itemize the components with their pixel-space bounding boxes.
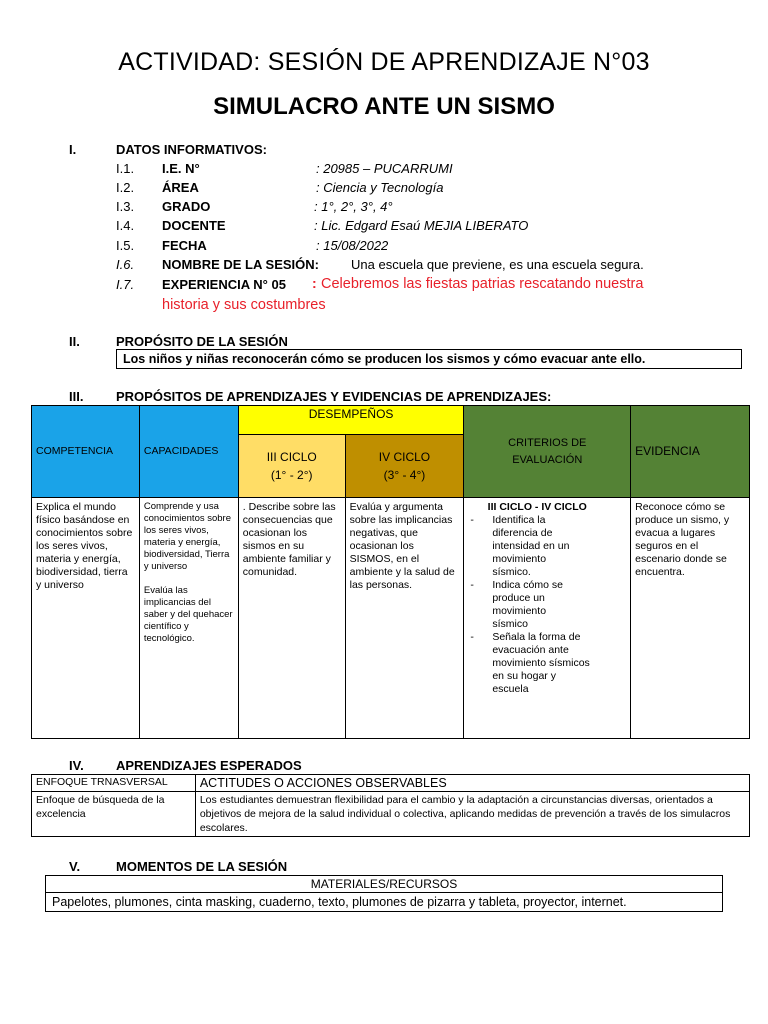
- learning-purposes-table: [31, 405, 750, 739]
- header-ciclo4-line2: (3° - 4°): [383, 468, 426, 482]
- session-name-value: Una escuela que previene, es una escuela segura.: [351, 257, 644, 272]
- section1-title: DATOS INFORMATIVOS:: [116, 142, 267, 157]
- section4-number: IV.: [69, 758, 84, 773]
- section5-number: V.: [69, 859, 81, 874]
- purpose-box: Los niños y niñas reconocerán cómo se producen los sismos y cómo evacuar ante ello.: [116, 349, 742, 369]
- experience-label: EXPERIENCIA N° 05: [162, 277, 286, 292]
- session-name-label: NOMBRE DE LA SESIÓN:: [162, 257, 319, 272]
- section3-title: PROPÓSITOS DE APRENDIZAJES Y EVIDENCIAS DE APRENDIZAJES:: [116, 389, 552, 404]
- criterios-title: III CICLO - IV CICLO: [487, 501, 587, 513]
- criterio-dash: -: [470, 631, 474, 643]
- experience-value-line2: historia y sus costumbres: [162, 297, 326, 313]
- section1-number: I.: [69, 142, 77, 157]
- header-ciclo3: [238, 435, 345, 498]
- criterio-item: [468, 579, 626, 631]
- enfoque-value: Enfoque de búsqueda de la excelencia: [32, 792, 196, 837]
- section4-title: APRENDIZAJES ESPERADOS: [116, 758, 302, 773]
- materials-header: MATERIALES/RECURSOS: [46, 876, 723, 893]
- criterio-text: Identifica la diferencia de intensidad en un movimiento sísmico.: [492, 514, 570, 578]
- info-value: : Lic. Edgard Esaú MEJIA LIBERATO: [314, 218, 529, 233]
- criterio-text: Señala la forma de evacuación ante movimiento sísmicos en su hogar y escuela: [492, 631, 590, 695]
- header-ciclo3-line2: (1° - 2°): [270, 468, 313, 482]
- info-code: I.1.: [116, 161, 135, 176]
- ciclo4-cell: Evalúa y argumenta sobre las implicancias negativas, que ocasionan los SISMOS, en el ambiente y la salud de las personas.: [345, 498, 464, 739]
- info-label: FECHA: [162, 238, 207, 253]
- header-ciclo4-line1: IV CICLO: [378, 450, 431, 464]
- info-code: I.5.: [116, 238, 135, 253]
- info-code: I.4.: [116, 218, 135, 233]
- section2-number: II.: [69, 334, 80, 349]
- capacidad-1: Comprende y usa conocimientos sobre los seres vivos, materia y energía, biodiversidad, Tierra y universo: [143, 501, 232, 572]
- header-criterios-line1: CRITERIOS DE: [508, 436, 587, 449]
- header-ciclo4: [345, 435, 464, 498]
- info-value: : 15/08/2022: [316, 238, 389, 253]
- info-value: : 1°, 2°, 3°, 4°: [314, 199, 393, 214]
- section5-title: MOMENTOS DE LA SESIÓN: [116, 859, 288, 874]
- section3-number: III.: [69, 389, 84, 404]
- criterio-dash: -: [470, 514, 474, 526]
- info-label: I.E. N°: [162, 161, 200, 176]
- header-desempenos: DESEMPEÑOS: [238, 406, 464, 435]
- header-evidencia: EVIDENCIA: [631, 406, 750, 498]
- info-label: ÁREA: [162, 180, 199, 195]
- header-ciclo3-line1: III CICLO: [266, 450, 317, 464]
- info-label: DOCENTE: [162, 218, 226, 233]
- enfoque-header: ENFOQUE TRNASVERSAL: [32, 775, 196, 792]
- actitudes-value: Los estudiantes demuestran flexibilidad para el cambio y la adaptación a circunstancias diversas, orientados a objetivos de mejora de la salud individual o colectiva, aplicando medidas de prevención a través de los simulacros escolares.: [195, 792, 749, 837]
- criterio-dash: -: [470, 579, 474, 591]
- document-title: SIMULACRO ANTE UN SISMO: [213, 93, 555, 120]
- capacidades-cell: [139, 498, 238, 739]
- header-capacidades: CAPACIDADES: [139, 406, 238, 498]
- info-code: I.7.: [116, 277, 135, 292]
- info-code: I.6.: [116, 257, 135, 272]
- actitudes-header: ACTITUDES O ACCIONES OBSERVABLES: [195, 775, 749, 792]
- evidencia-cell: Reconoce cómo se produce un sismo, y evacua a lugares seguros en el escenario donde se encuentra.: [631, 498, 750, 739]
- expected-learning-table: [31, 774, 750, 837]
- experience-colon: :: [312, 275, 317, 291]
- info-code: I.3.: [116, 199, 135, 214]
- header-competencia: COMPETENCIA: [32, 406, 140, 498]
- materials-list: Papelotes, plumones, cinta masking, cuaderno, texto, plumones de pizarra y tableta, proyector, internet.: [46, 893, 723, 912]
- criterios-cell: [464, 498, 631, 739]
- info-code: I.2.: [116, 180, 135, 195]
- experience-value-line1: Celebremos las fiestas patrias rescatando nuestra: [321, 276, 644, 292]
- info-value: : Ciencia y Tecnología: [316, 180, 444, 195]
- criterio-item: [468, 631, 626, 696]
- criterio-item: [468, 514, 626, 579]
- header-criterios: [464, 406, 631, 498]
- criterio-text: Indica cómo se produce un movimiento sísmico: [492, 579, 563, 630]
- competencia-cell: Explica el mundo físico basándose en conocimientos sobre los seres vivos, materia y energía, biodiversidad, tierra y universo: [32, 498, 140, 739]
- materials-table: [45, 875, 723, 912]
- info-value: : 20985 – PUCARRUMI: [316, 161, 453, 176]
- capacidad-2: Evalúa las implicancias del saber y del quehacer científico y tecnológico.: [143, 585, 233, 644]
- info-label: GRADO: [162, 199, 211, 214]
- activity-heading: ACTIVIDAD: SESIÓN DE APRENDIZAJE N°03: [118, 48, 650, 76]
- section2-title: PROPÓSITO DE LA SESIÓN: [116, 334, 288, 349]
- ciclo3-cell: . Describe sobre las consecuencias que ocasionan los sismos en su ambiente familiar y comunidad.: [238, 498, 345, 739]
- header-criterios-line2: EVALUACIÓN: [512, 453, 583, 466]
